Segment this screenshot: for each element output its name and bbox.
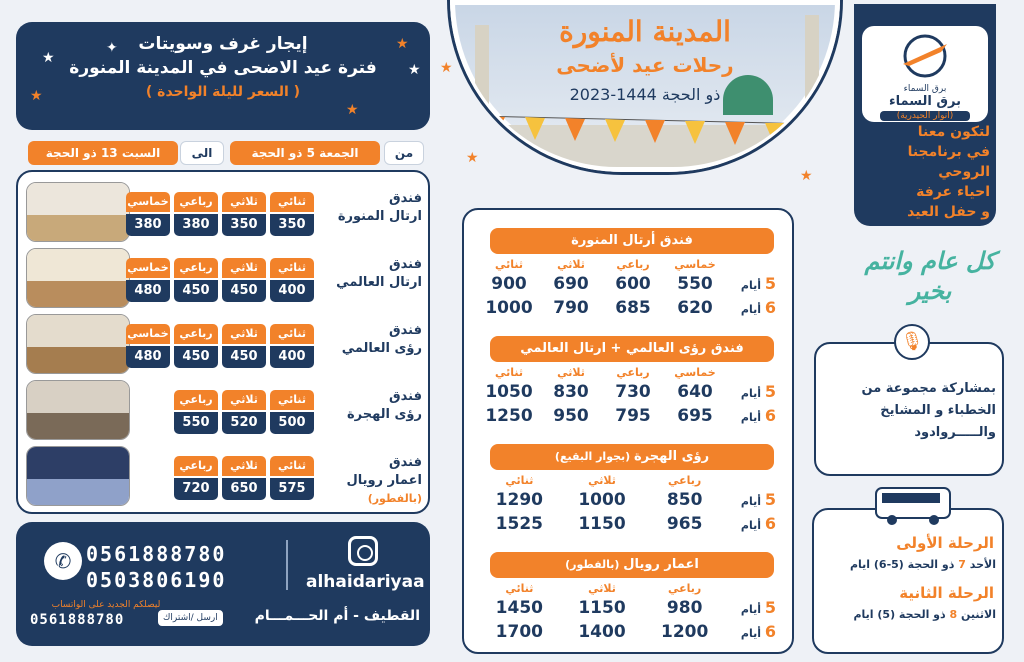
star-icon: ★ bbox=[800, 168, 813, 184]
package-price: 950 bbox=[553, 406, 589, 426]
microphone-icon: 🎙 bbox=[894, 324, 930, 360]
hotel-name-prefix: فندق bbox=[389, 323, 422, 338]
package-price: 790 bbox=[553, 298, 589, 318]
days-unit: أيام bbox=[740, 387, 765, 400]
package-price: 1290 bbox=[495, 490, 543, 510]
package-room-type: ثلاثي bbox=[588, 474, 616, 487]
room-price: 400 bbox=[270, 346, 314, 368]
phone-number-1[interactable]: 0561888780 bbox=[86, 542, 227, 566]
brand-sub: (انوار الحيدرية) bbox=[880, 111, 970, 121]
hotel-name-prefix: فندق bbox=[389, 455, 422, 470]
brand-card bbox=[854, 4, 996, 226]
room-type: ثنائي bbox=[270, 324, 314, 344]
package-price: 965 bbox=[666, 514, 703, 534]
room-price: 450 bbox=[222, 346, 266, 368]
package-days bbox=[736, 490, 776, 509]
speakers-line: الخطباء و المشايخ bbox=[880, 403, 996, 418]
tagline-line: الروحي bbox=[938, 164, 990, 180]
room-type: رباعي bbox=[174, 258, 218, 278]
package-price: 1400 bbox=[578, 622, 626, 642]
greeting-calligraphy: كل عام وانتم بخير bbox=[864, 246, 996, 305]
room-type: ثنائي bbox=[270, 456, 314, 476]
package-room-type: ثلاثي bbox=[588, 582, 616, 595]
trip-2-date: 8 bbox=[949, 608, 958, 621]
star-icon: ★ bbox=[440, 60, 453, 76]
package-days bbox=[736, 406, 776, 425]
package-price: 900 bbox=[491, 274, 527, 294]
room-price: 450 bbox=[174, 280, 218, 302]
package-title bbox=[490, 228, 774, 254]
plane-logo-icon bbox=[895, 30, 955, 80]
room-price: 720 bbox=[174, 478, 218, 500]
package-title bbox=[490, 336, 774, 362]
hotel-room-photo bbox=[26, 248, 130, 308]
room-type: ثلاثي bbox=[222, 324, 266, 344]
tagline-line: في برنامجنا bbox=[907, 144, 990, 160]
room-type: ثنائي bbox=[270, 192, 314, 212]
hotel-room-photo bbox=[26, 380, 130, 440]
package-price: 1150 bbox=[578, 598, 626, 618]
hotel-row bbox=[18, 378, 432, 442]
room-image bbox=[27, 315, 129, 373]
price-cell bbox=[270, 192, 314, 236]
room-price: 550 bbox=[174, 412, 218, 434]
room-image bbox=[27, 447, 129, 505]
days-unit: أيام bbox=[740, 519, 765, 532]
package-price: 1050 bbox=[485, 382, 533, 402]
days-unit: أيام bbox=[740, 627, 765, 640]
contact-panel bbox=[16, 522, 430, 646]
days-unit: أيام bbox=[740, 303, 765, 316]
hotel-name bbox=[322, 388, 422, 424]
room-price: 520 bbox=[222, 412, 266, 434]
package-name: اعمار رويال bbox=[623, 557, 699, 572]
star-icon: ★ bbox=[408, 62, 421, 78]
package-room-type: رباعي bbox=[668, 582, 702, 595]
price-cell bbox=[174, 456, 218, 500]
package-days bbox=[736, 382, 776, 401]
package-name: رؤى الهجرة bbox=[634, 449, 710, 464]
package-days bbox=[736, 514, 776, 533]
days-count: 5 bbox=[764, 274, 776, 293]
package-price: 795 bbox=[615, 406, 651, 426]
brand-tagline bbox=[860, 122, 990, 222]
rent-period: فترة عيد الاضحى في المدينة المنورة bbox=[69, 58, 377, 78]
price-cell bbox=[222, 258, 266, 302]
star-icon: ★ bbox=[346, 102, 359, 118]
price-cell bbox=[222, 456, 266, 500]
days-count: 6 bbox=[764, 514, 776, 533]
instagram-icon[interactable] bbox=[348, 536, 378, 566]
package-price: 850 bbox=[666, 490, 703, 510]
price-cell bbox=[126, 324, 170, 368]
package-note: (بالفطور) bbox=[565, 558, 624, 571]
room-price: 380 bbox=[126, 214, 170, 236]
price-cell bbox=[222, 192, 266, 236]
hotel-row bbox=[18, 246, 432, 310]
package-price: 980 bbox=[666, 598, 703, 618]
price-cell bbox=[126, 258, 170, 302]
room-image bbox=[27, 183, 129, 241]
hotel-name-main: رؤى الهجرة bbox=[346, 407, 422, 422]
trip-1-duration: ذو الحجة (5-6) ايام bbox=[849, 558, 955, 571]
period-from-value: الجمعة 5 ذو الحجة bbox=[230, 141, 380, 165]
price-cell bbox=[126, 192, 170, 236]
whatsapp-icon[interactable]: ✆ bbox=[44, 542, 82, 580]
packages-panel bbox=[462, 208, 794, 654]
trip-2-title: الرحلة الثانية bbox=[899, 584, 994, 602]
speakers-line: والـــــروادود bbox=[914, 425, 996, 440]
trip-2-duration: ذو الحجة (5) ايام bbox=[853, 608, 946, 621]
days-unit: أيام bbox=[740, 495, 765, 508]
package-price: 600 bbox=[615, 274, 651, 294]
days-count: 6 bbox=[764, 298, 776, 317]
trip-1-detail bbox=[818, 558, 996, 571]
subscribe-badge: ارسل /اشتراك bbox=[158, 610, 223, 626]
days-unit: أيام bbox=[740, 603, 765, 616]
header-subtitle: رحلات عيد لأضحى bbox=[556, 53, 734, 77]
trip-1-date: 7 bbox=[958, 558, 966, 571]
package-price: 685 bbox=[615, 298, 651, 318]
rent-title: إيجار غرف وسويتات bbox=[138, 34, 308, 54]
speakers-card bbox=[814, 331, 1004, 476]
period-to-value: السبت 13 ذو الحجة bbox=[28, 141, 178, 165]
hotel-row bbox=[18, 180, 432, 244]
brand-logo-box bbox=[862, 26, 988, 122]
hotel-name bbox=[322, 190, 422, 226]
rent-note: ( السعر لليلة الواحدة ) bbox=[145, 84, 301, 100]
package-days bbox=[736, 598, 776, 617]
room-price: 450 bbox=[222, 280, 266, 302]
package-days bbox=[736, 298, 776, 317]
price-cell bbox=[174, 324, 218, 368]
star-icon: ★ bbox=[396, 36, 409, 52]
package-price: 1000 bbox=[578, 490, 626, 510]
package-price: 1450 bbox=[495, 598, 543, 618]
price-cell bbox=[270, 324, 314, 368]
room-price: 480 bbox=[126, 280, 170, 302]
days-unit: أيام bbox=[740, 279, 765, 292]
hotel-name-main: ارتال المنورة bbox=[337, 209, 422, 224]
phone-number-2[interactable]: 0503806190 bbox=[86, 568, 227, 592]
package-price: 695 bbox=[677, 406, 713, 426]
room-type: رباعي bbox=[174, 324, 218, 344]
speakers-line: بمشاركة مجموعة من bbox=[861, 381, 996, 396]
room-type: ثنائي bbox=[270, 390, 314, 410]
package-price: 1200 bbox=[660, 622, 709, 642]
bunting-flags bbox=[475, 110, 815, 150]
room-price: 500 bbox=[270, 412, 314, 434]
brand-small: برق السماء bbox=[903, 84, 947, 94]
tagline-line: لتكون معنا bbox=[917, 124, 990, 140]
package-note: (بجوار البقيع) bbox=[554, 450, 635, 463]
package-days bbox=[736, 622, 776, 641]
price-cell bbox=[270, 390, 314, 434]
package-room-type: ثنائي bbox=[505, 474, 534, 487]
room-price: 350 bbox=[222, 214, 266, 236]
price-cell bbox=[270, 258, 314, 302]
package-price: 830 bbox=[553, 382, 589, 402]
package-title bbox=[490, 552, 774, 578]
package-room-type: ثنائي bbox=[494, 366, 523, 379]
period-from-label: من bbox=[384, 141, 424, 165]
star-icon: ★ bbox=[466, 150, 479, 166]
package-name: فندق أرتال المنورة bbox=[571, 233, 693, 248]
period-to-label: الى bbox=[180, 141, 224, 165]
room-image bbox=[27, 381, 129, 439]
header-date: ذو الحجة 1444-2023 bbox=[569, 85, 721, 104]
whatsapp-number[interactable]: 0561888780 bbox=[30, 612, 125, 628]
room-type: رباعي bbox=[174, 456, 218, 476]
package-room-type: ثنائي bbox=[494, 258, 523, 271]
package-price: 640 bbox=[677, 382, 713, 402]
price-cell bbox=[270, 456, 314, 500]
package-price: 690 bbox=[553, 274, 589, 294]
instagram-handle[interactable]: alhaidariyaa bbox=[306, 572, 425, 592]
rent-banner bbox=[16, 22, 430, 130]
hotel-name-main: ارتال العالمي bbox=[336, 275, 422, 290]
star-icon: ✦ bbox=[106, 40, 118, 56]
price-cell bbox=[174, 192, 218, 236]
whatsapp-note: ليصلكم الجديد على الواتساب bbox=[51, 600, 161, 610]
days-count: 6 bbox=[764, 622, 776, 641]
trips-card bbox=[812, 508, 1004, 654]
hotel-name bbox=[322, 322, 422, 358]
hotel-row bbox=[18, 444, 432, 508]
room-type: خماسي bbox=[126, 324, 170, 344]
star-icon: ★ bbox=[42, 50, 55, 66]
package-price: 620 bbox=[677, 298, 713, 318]
bus-icon bbox=[874, 484, 954, 528]
room-type: ثلاثي bbox=[222, 192, 266, 212]
hotel-room-photo bbox=[26, 182, 130, 242]
hotel-room-photo bbox=[26, 446, 130, 506]
hotel-name-prefix: فندق bbox=[389, 389, 422, 404]
room-type: ثنائي bbox=[270, 258, 314, 278]
package-price: 550 bbox=[677, 274, 713, 294]
tagline-line: احياء عرفة bbox=[916, 184, 990, 200]
hotel-room-photo bbox=[26, 314, 130, 374]
package-room-type: ثلاثي bbox=[557, 258, 585, 271]
package-room-type: رباعي bbox=[616, 366, 650, 379]
trip-2-day: الاثنين bbox=[961, 608, 996, 621]
days-count: 5 bbox=[764, 382, 776, 401]
hotel-name bbox=[322, 256, 422, 292]
tagline-line: و حفل العيد bbox=[907, 204, 990, 220]
header-banner bbox=[450, 0, 840, 172]
days-count: 5 bbox=[764, 490, 776, 509]
trip-1-title: الرحلة الأولى bbox=[896, 534, 994, 552]
package-room-type: خماسي bbox=[674, 258, 716, 271]
package-price: 730 bbox=[615, 382, 651, 402]
package-price: 1250 bbox=[485, 406, 533, 426]
room-price: 480 bbox=[126, 346, 170, 368]
hotel-name-extra: (بالفطور) bbox=[367, 492, 422, 505]
brand-name: برق السماء bbox=[889, 94, 961, 109]
room-price: 575 bbox=[270, 478, 314, 500]
room-type: ثلاثي bbox=[222, 258, 266, 278]
package-title bbox=[490, 444, 774, 470]
package-room-type: رباعي bbox=[668, 474, 702, 487]
room-type: رباعي bbox=[174, 390, 218, 410]
room-type: ثلاثي bbox=[222, 456, 266, 476]
city-title: المدينة المنورة bbox=[559, 15, 731, 48]
price-cell bbox=[174, 390, 218, 434]
package-room-type: ثلاثي bbox=[557, 366, 585, 379]
price-cell bbox=[174, 258, 218, 302]
room-price: 450 bbox=[174, 346, 218, 368]
hotel-name bbox=[322, 454, 422, 508]
hotel-rent-panel bbox=[16, 170, 430, 514]
days-unit: أيام bbox=[740, 411, 765, 424]
locations: القطيف - أم الحـــمـــام bbox=[254, 608, 420, 624]
price-cell bbox=[222, 390, 266, 434]
room-price: 650 bbox=[222, 478, 266, 500]
package-name: فندق رؤى العالمي + ارتال العالمي bbox=[520, 341, 744, 356]
room-type: خماسي bbox=[126, 258, 170, 278]
days-count: 6 bbox=[764, 406, 776, 425]
package-room-type: رباعي bbox=[616, 258, 650, 271]
room-image bbox=[27, 249, 129, 307]
hotel-name-prefix: فندق bbox=[389, 191, 422, 206]
days-count: 5 bbox=[764, 598, 776, 617]
hotel-name-main: رؤى العالمي bbox=[341, 341, 422, 356]
room-type: ثلاثي bbox=[222, 390, 266, 410]
hotel-name-prefix: فندق bbox=[389, 257, 422, 272]
room-price: 380 bbox=[174, 214, 218, 236]
room-price: 350 bbox=[270, 214, 314, 236]
package-price: 1150 bbox=[578, 514, 626, 534]
room-type: رباعي bbox=[174, 192, 218, 212]
hotel-name-main: اعمار رويال bbox=[346, 473, 422, 488]
package-price: 1000 bbox=[485, 298, 533, 318]
package-days bbox=[736, 274, 776, 293]
price-cell bbox=[222, 324, 266, 368]
package-room-type: خماسي bbox=[674, 366, 716, 379]
divider bbox=[286, 540, 288, 590]
package-room-type: ثنائي bbox=[505, 582, 534, 595]
package-price: 1525 bbox=[495, 514, 543, 534]
trip-1-day: الأحد bbox=[969, 558, 996, 571]
room-price: 400 bbox=[270, 280, 314, 302]
hotel-row bbox=[18, 312, 432, 376]
room-type: خماسي bbox=[126, 192, 170, 212]
package-price: 1700 bbox=[495, 622, 543, 642]
trip-2-detail bbox=[818, 608, 996, 621]
star-icon: ★ bbox=[30, 88, 43, 104]
